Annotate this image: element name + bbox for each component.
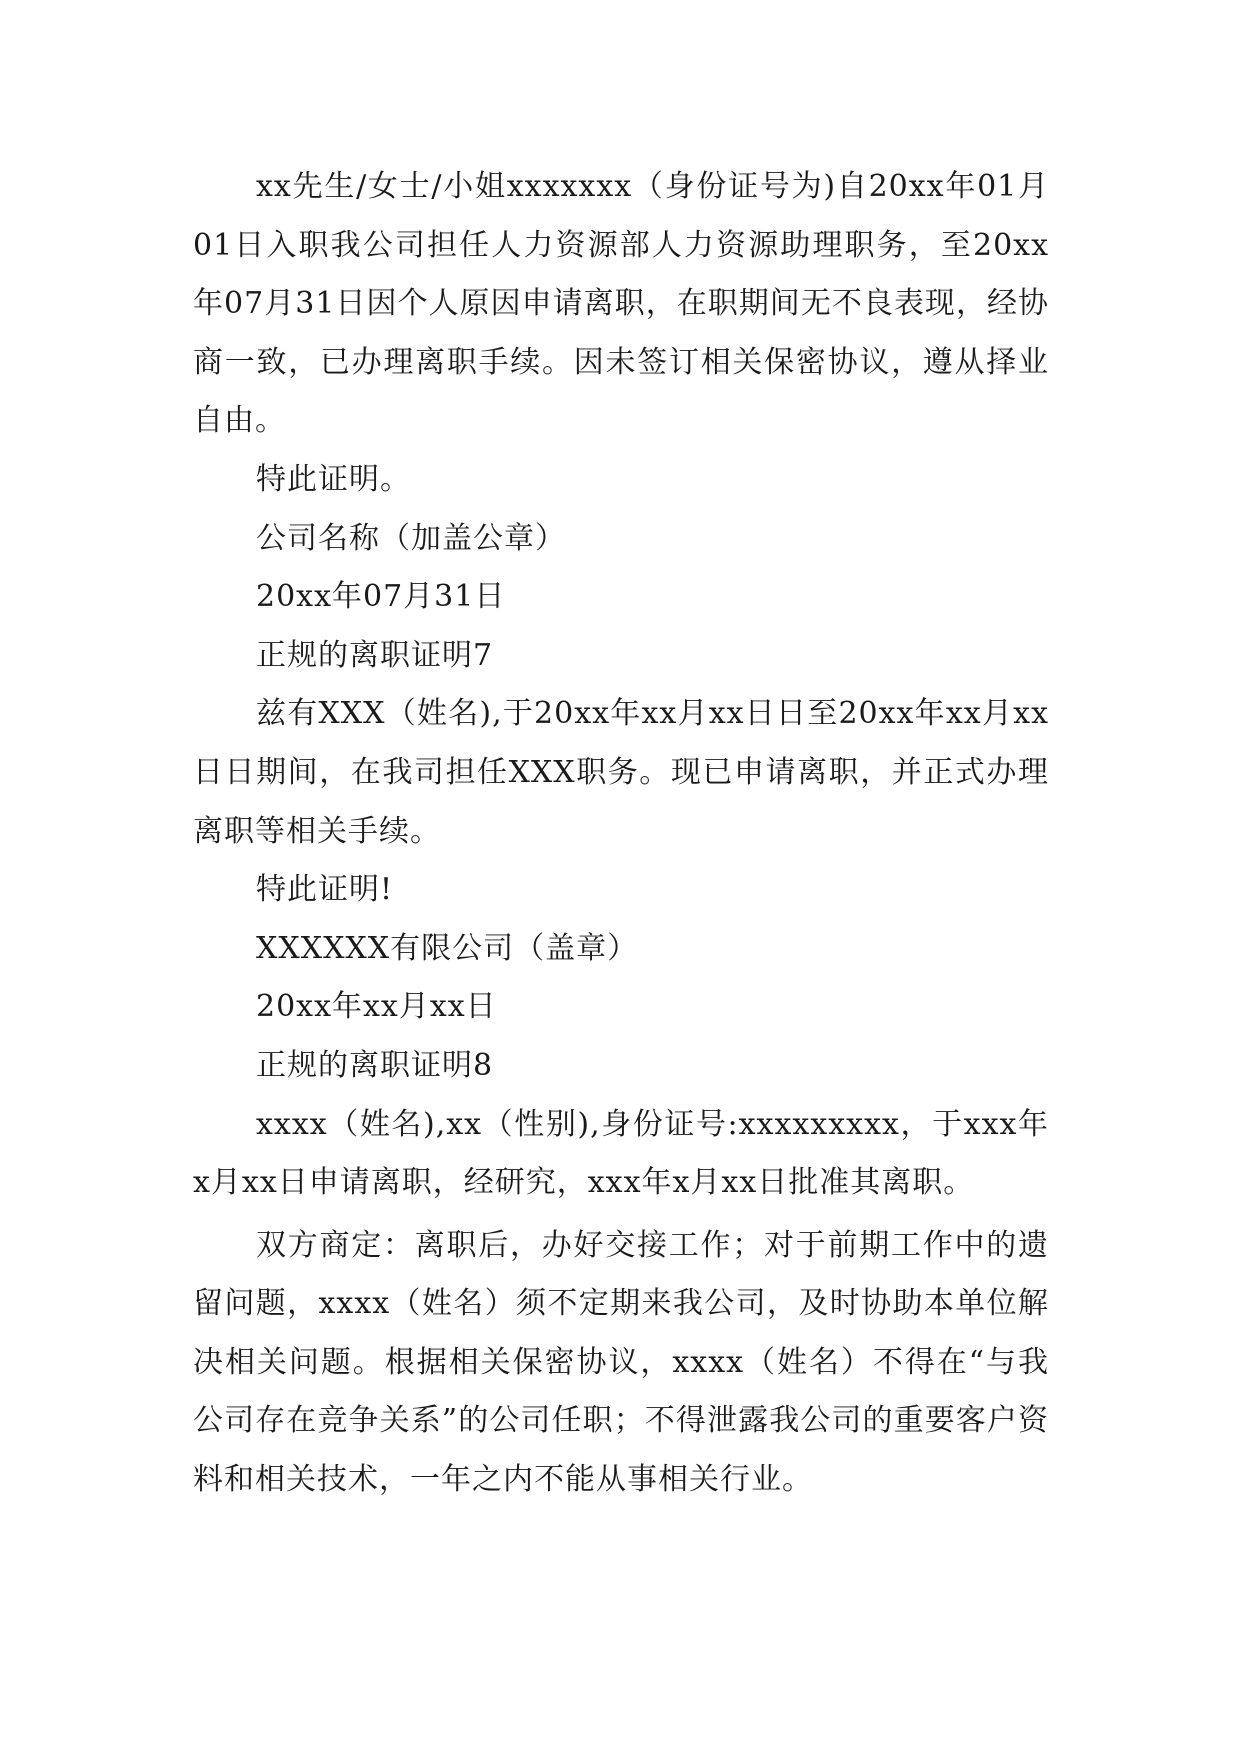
company-signature: 公司名称（加盖公章）	[256, 520, 566, 556]
signature-date-7: 20xx年xx月xx日	[256, 989, 497, 1025]
company-signature-7: XXXXXX有限公司（盖章）	[256, 930, 639, 966]
closing-statement-7: 特此证明!	[256, 872, 394, 908]
certificate-paragraph: xx先生/女士/小姐xxxxxxx（身份证号为)自20xx年01月01日入职我公司担任人力资源部人力资源助理职务，至20xx年07月31日因个人原因申请离职，在职期间无不良表现，经协商一致，已办理离职手续。因未签订相关保密协议，遵从择业自由。	[193, 169, 1049, 439]
closing-statement: 特此证明。	[256, 461, 411, 497]
certificate-paragraph-8: xxxx（姓名),xx（性别),身份证号:xxxxxxxxx，于xxx年x月xx日申请离职，经研究，xxx年x月xx日批准其离职。	[193, 1106, 1049, 1201]
section-heading-7: 正规的离职证明7	[256, 637, 494, 673]
signature-date: 20xx年07月31日	[256, 579, 506, 615]
section-heading-8: 正规的离职证明8	[256, 1047, 494, 1083]
document-body	[193, 158, 1049, 1510]
certificate-paragraph-7: 兹有XXX（姓名),于20xx年xx月xx日日至20xx年xx月xx日日期间，在我司担任XXX职务。现已申请离职，并正式办理离职等相关手续。	[193, 696, 1049, 849]
agreement-paragraph-8: 双方商定：离职后，办好交接工作；对于前期工作中的遗留问题，xxxx（姓名）须不定期来我公司，及时协助本单位解决相关问题。根据相关保密协议，xxxx（姓名）不得在“与我公司存在竞争关系”的公司任职；不得泄露我公司的重要客户资料和相关技术，一年之内不能从事相关行业。	[193, 1227, 1049, 1498]
